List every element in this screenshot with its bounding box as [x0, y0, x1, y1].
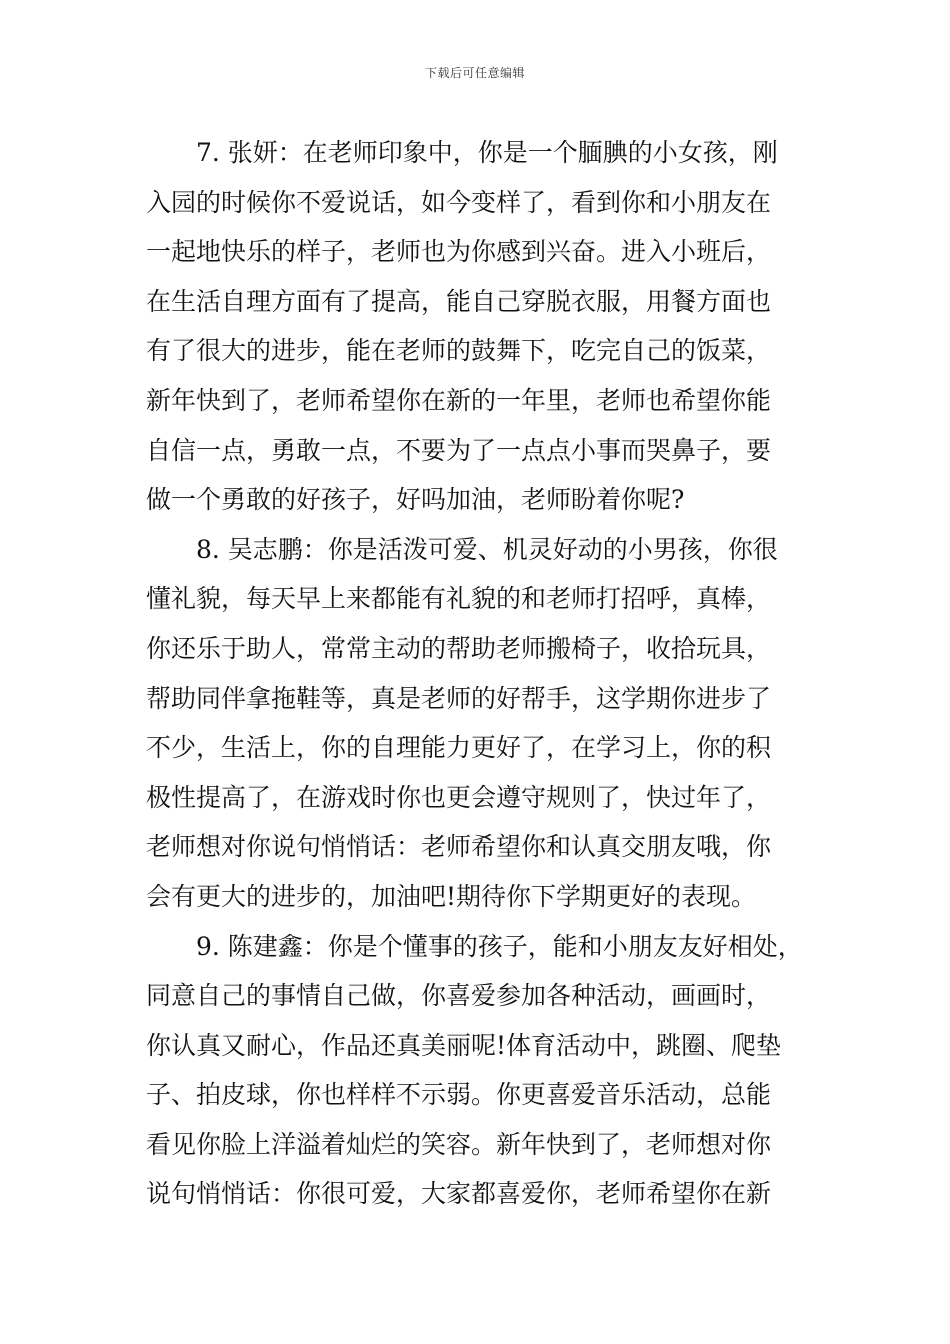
paragraph-9-line: 看见你脸上洋溢着灿烂的笑容。新年快到了，老师想对你	[146, 1129, 772, 1159]
page-header: 下载后可任意编辑	[424, 66, 525, 80]
paragraph-7-line: 有了很大的进步，能在老师的鼓舞下，吃完自己的饭菜，	[146, 336, 772, 366]
paragraph-8-line: 极性提高了，在游戏时你也更会遵守规则了，快过年了，	[146, 782, 772, 812]
paragraph-7-line: 做一个勇敢的好孩子，好吗加油，老师盼着你呢?	[146, 485, 685, 515]
paragraph-9-line: 同意自己的事情自己做，你喜爱参加各种活动，画画时，	[146, 981, 772, 1011]
paragraph-8-line: 不少，生活上，你的自理能力更好了，在学习上，你的积	[146, 733, 772, 763]
paragraph-8-line: 你还乐于助人，常常主动的帮助老师搬椅子，收拾玩具，	[146, 633, 772, 663]
paragraph-7-line: 在生活自理方面有了提高，能自己穿脱衣服，用餐方面也	[146, 286, 772, 316]
paragraph-7-line: 一起地快乐的样子，老师也为你感到兴奋。进入小班后，	[146, 237, 772, 267]
paragraph-8-line: 8. 吴志鹏：你是活泼可爱、机灵好动的小男孩，你很	[196, 534, 778, 564]
paragraph-8-line: 老师想对你说句悄悄话：老师希望你和认真交朋友哦，你	[146, 832, 772, 862]
paragraph-7-line: 自信一点，勇敢一点，不要为了一点点小事而哭鼻子，要	[146, 435, 772, 465]
paragraph-7-line: 入园的时候你不爱说话，如今变样了，看到你和小朋友在	[146, 187, 772, 217]
paragraph-8-line: 帮助同伴拿拖鞋等，真是老师的好帮手，这学期你进步了	[146, 683, 772, 713]
paragraph-9-line: 说句悄悄话：你很可爱，大家都喜爱你，老师希望你在新	[146, 1179, 772, 1209]
paragraph-9-line: 子、拍皮球，你也样样不示弱。你更喜爱音乐活动，总能	[146, 1080, 772, 1110]
document-body	[146, 128, 826, 1219]
paragraph-7-line: 7. 张妍：在老师印象中，你是一个腼腆的小女孩，刚	[196, 138, 778, 167]
paragraph-8-line: 会有更大的进步的，加油吧!期待你下学期更好的表现。	[146, 881, 757, 911]
paragraph-8-line: 懂礼貌，每天早上来都能有礼貌的和老师打招呼，真棒，	[146, 584, 772, 614]
paragraph-7-line: 新年快到了，老师希望你在新的一年里，老师也希望你能	[146, 385, 772, 415]
paragraph-9-line: 9. 陈建鑫：你是个懂事的孩子，能和小朋友友好相处，	[196, 931, 803, 961]
paragraph-9-line: 你认真又耐心，作品还真美丽呢!体育活动中，跳圈、爬垫	[146, 1030, 782, 1060]
